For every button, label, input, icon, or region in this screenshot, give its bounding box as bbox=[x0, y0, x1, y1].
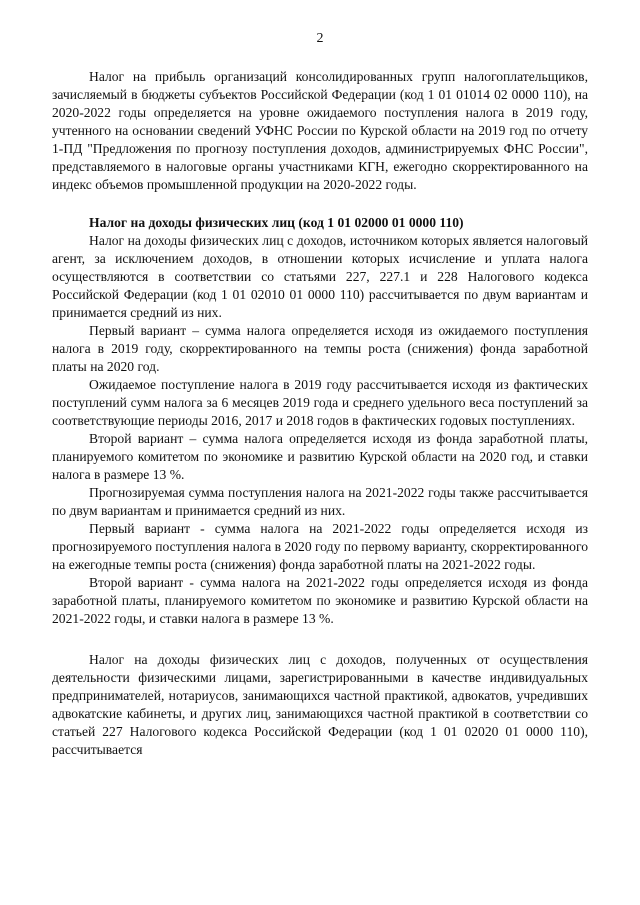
paragraph-entrepreneurs-tax: Налог на доходы физических лиц с доходов, полученных от осуществления деятельности физическими лицами, зарегистрированными в качестве индивидуальных предпринимателей, нотариусов, занимающихся частной практикой, адвокатов, учредивших адвокатские кабинеты, и других лиц, занимающихся частной практикой в соответствии со статьей 227 Налогового кодекса Российской Федерации (код 1 01 02020 01 0000 110), рассчитывается bbox=[52, 652, 588, 757]
paragraph-spacer bbox=[52, 628, 588, 651]
paragraph-forecast-second-variant: Второй вариант - сумма налога на 2021-2022 годы определяется исходя из фонда заработной платы, планируемого комитетом по экономике и развитию Курской области на 2021-2022 годы, и ставки налога в размере 13 %. bbox=[52, 575, 588, 626]
paragraph-expected-revenue: Ожидаемое поступление налога в 2019 году рассчитывается исходя из фактических поступлений сумм налога за 6 месяцев 2019 года и среднего удельного веса поступлений за соответствующие периоды 2016, 2017 и 2018 годов в фактических годовых поступлениях. bbox=[52, 377, 588, 428]
paragraph-corporate-tax: Налог на прибыль организаций консолидированных групп налогоплательщиков, зачисляемый в бюджеты субъектов Российской Федерации (код 1 01 01014 02 0000 110), на 2020-2022 годы определяется на уровне ожидаемого поступления налога в 2019 году, учтенного на основании сведений УФНС России по Курской области на 2019 год по отчету 1-ПД "Предложения по прогнозу поступления доходов, администрируемых ФНС России", представляемого в налоговые органы участниками КГН, ежегодно скорректированного на индекс объемов промышленной продукции на 2020-2022 годы. bbox=[52, 69, 588, 192]
paragraph-second-variant: Второй вариант – сумма налога определяется исходя из фонда заработной платы, планируемого комитетом по экономике и развитию Курской области на 2020 год, и ставки налога в размере 13 %. bbox=[52, 431, 588, 482]
page-number: 2 bbox=[316, 31, 324, 46]
paragraph-forecast-first-variant: Первый вариант - сумма налога на 2021-2022 годы определяется исходя из прогнозируемого поступления налога в 2020 году по первому варианту, скорректированного на ежегодные темпы роста (снижения) фонда заработной платы на 2021-2022 годы. bbox=[52, 521, 588, 572]
paragraph-forecast: Прогнозируемая сумма поступления налога на 2021-2022 годы также рассчитывается по двум вариантам и принимается средний из них. bbox=[52, 485, 588, 518]
section-heading-income-tax: Налог на доходы физических лиц (код 1 01 02000 01 0000 110) bbox=[89, 215, 464, 230]
paragraph-income-tax-intro: Налог на доходы физических лиц с доходов, источником которых является налоговый агент, за исключением доходов, в отношении которых исчисление и уплата налога осуществляются в соответствии со статьями 227, 227.1 и 228 Налогового кодекса Российской Федерации (код 1 01 02010 01 0000 110) рассчитывается по двум вариантам и принимается средний из них. bbox=[52, 233, 588, 320]
document-body bbox=[52, 68, 588, 759]
paragraph-first-variant: Первый вариант – сумма налога определяется исходя из ожидаемого поступления налога в 2019 году, скорректированного на темпы роста (снижения) фонда заработной платы на 2020 год. bbox=[52, 323, 588, 374]
